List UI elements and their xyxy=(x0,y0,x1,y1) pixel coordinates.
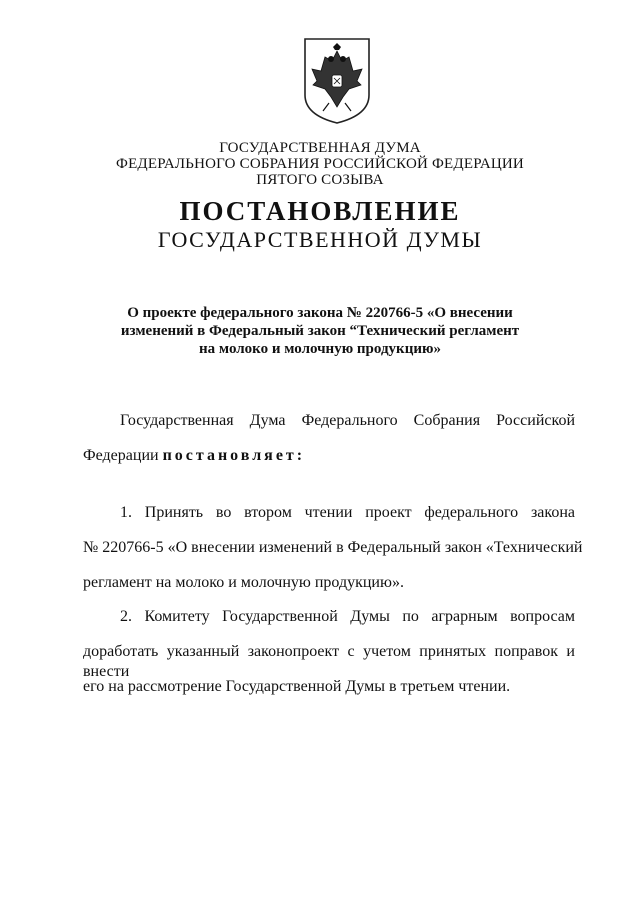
preamble-line-2 xyxy=(83,446,305,466)
preamble-line-1: Государственная Дума Федерального Собрания Российской xyxy=(120,412,575,429)
document-title: ПОСТАНОВЛЕНИЕ xyxy=(179,196,461,226)
header-line-duma: ГОСУДАРСТВЕННАЯ ДУМА xyxy=(219,140,421,156)
document-subtitle: ГОСУДАРСТВЕННОЙ ДУМЫ xyxy=(157,227,483,252)
subject-line-3: на молоко и молочную продукцию» xyxy=(199,341,441,357)
coat-of-arms-icon xyxy=(301,37,373,125)
item-1-line-1: 1. Принять во втором чтении проект федерального закона xyxy=(120,504,575,521)
header-line-assembly: ФЕДЕРАЛЬНОГО СОБРАНИЯ РОССИЙСКОЙ ФЕДЕРАЦИИ xyxy=(116,156,524,172)
item-2-line-3: его на рассмотрение Государственной Думы в третьем чтении. xyxy=(83,678,511,695)
item-2-line-1: 2. Комитету Государственной Думы по аграрным вопросам xyxy=(120,608,575,625)
preamble-federation: Федерации xyxy=(83,447,163,464)
item-2-line-2: доработать указанный законопроект с учетом принятых поправок и внести xyxy=(83,643,575,680)
resolves-word: постановляет: xyxy=(162,447,306,464)
item-1-line-2: № 220766-5 «О внесении изменений в Федеральный закон «Технический xyxy=(83,539,583,556)
subject-line-2: изменений в Федеральный закон “Технический регламент xyxy=(120,323,520,339)
header-line-convocation: ПЯТОГО СОЗЫВА xyxy=(256,172,384,188)
subject-line-1: О проекте федерального закона № 220766-5 «О внесении xyxy=(127,305,513,321)
item-1-line-3: регламент на молоко и молочную продукцию». xyxy=(83,574,404,591)
